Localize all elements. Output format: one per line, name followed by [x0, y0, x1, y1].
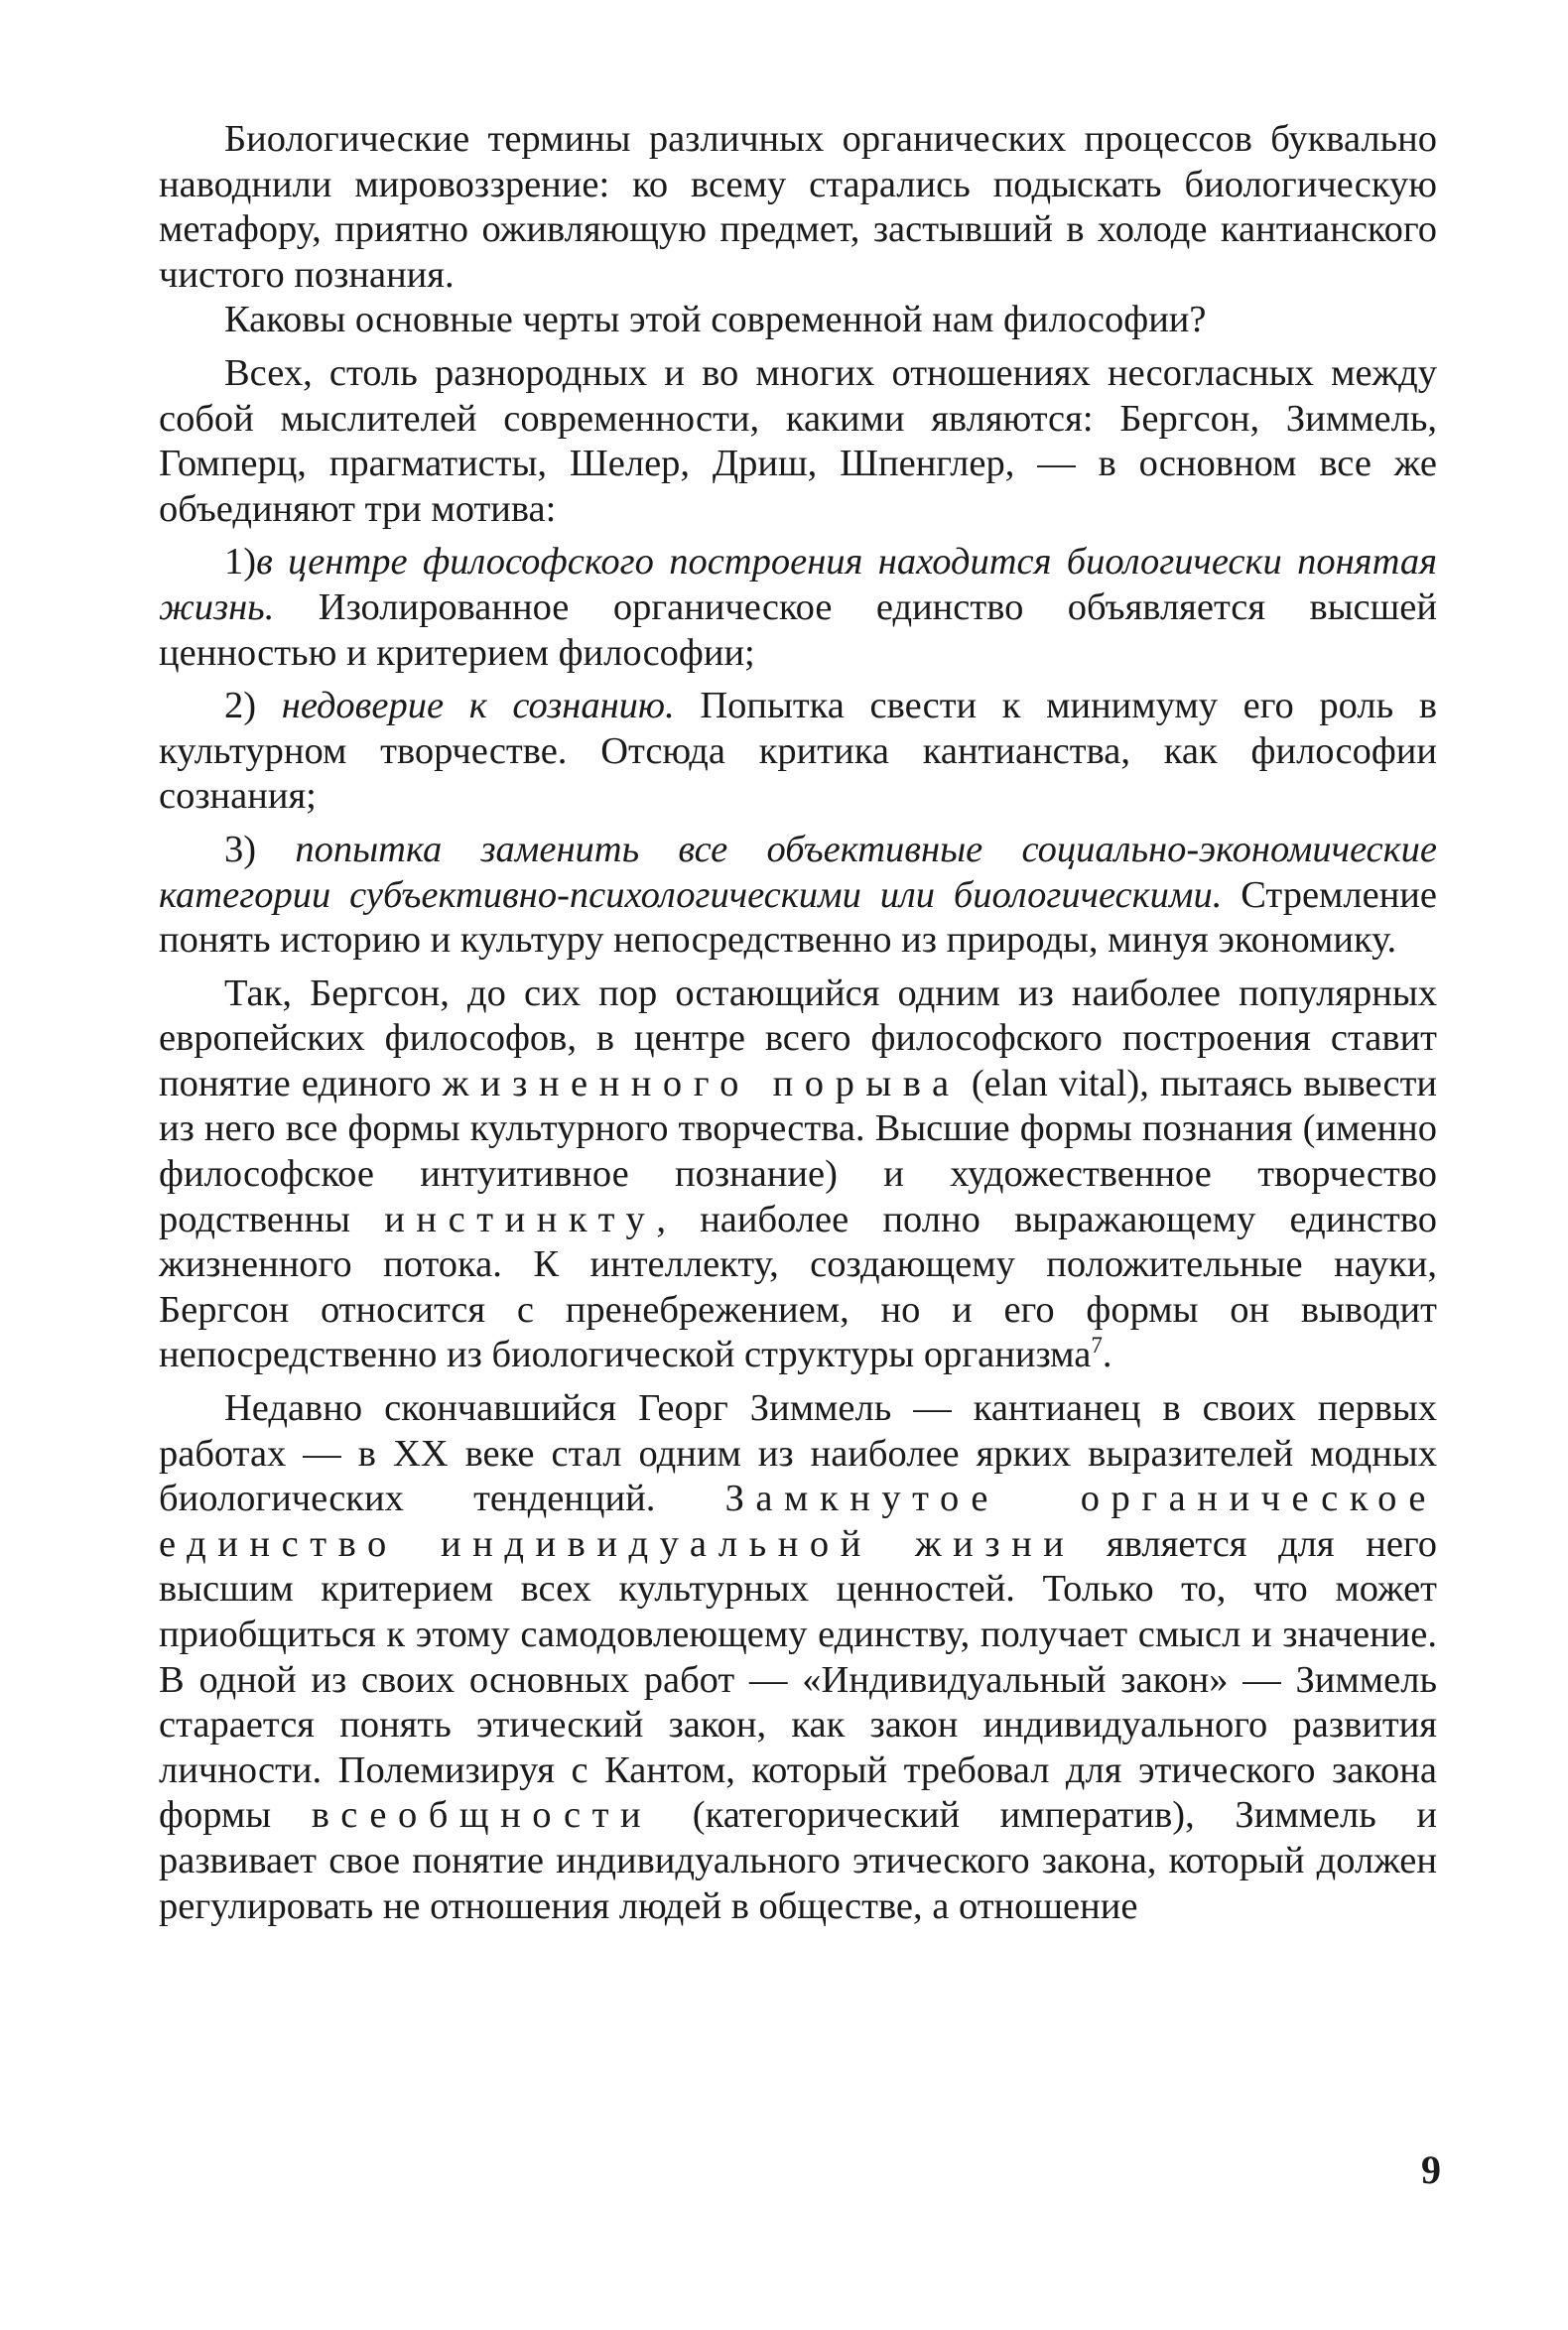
list-item-3: [159, 828, 1437, 964]
text-run: является для него высшим критерием всех культурных ценностей. Только то, что может приобщиться к этому самодовлеющему единству, получает смысл и значение. В одной из своих основных работ — «Индивидуальный закон» — Зиммель старается понять этический закон, как закон индивидуального развития личности. Полемизируя с Кантом, который требовал для этического закона формы: [159, 1522, 1437, 1837]
spaced-emphasis: инстинкту: [384, 1198, 657, 1240]
list-number: 1): [224, 541, 257, 583]
footnote-marker: 7: [1091, 1332, 1103, 1359]
paragraph-2: Каковы основные черты этой современной нам философии?: [224, 299, 1207, 341]
text-run: (категорический императив), Зиммель и развивает свое понятие индивидуального этического закона, который должен регулировать не отношения людей в обществе, а отношение: [159, 1794, 1437, 1927]
list-item-thesis: в центре философского построения находится биологически понятая жизнь.: [159, 541, 1437, 628]
list-item-text: Попытка свести к минимуму его роль в культурном творчестве. Отсюда критика кантианства, как философии сознания;: [159, 685, 1438, 818]
list-number: 3): [224, 828, 296, 870]
text-run: Недавно скончавшийся Георг Зиммель — кантианец в своих первых работах — в XX веке стал одним из наиболее ярких выразителей модных биологических тенденций.: [159, 1387, 1437, 1520]
spaced-emphasis: Замкнутое органическое единство индивидуальной жизни: [159, 1478, 1437, 1565]
text-run: (elan vital), пытаясь вывести из него все формы культурного творчества. Высшие формы познания (именно философское интуитивное познание) и художественное творчество родственны: [159, 1062, 1437, 1240]
text-run: , наиболее полно выражающему единство жизненного потока. К интеллекту, создающему положительные науки, Бергсон относится с пренебрежением, но и его формы он выводит непосредственно из биологической структуры организма: [159, 1198, 1437, 1376]
paragraph-1: Биологические термины различных органических процессов буквально наводнили мировоззрение: ко всему старались подыскать биологическую метафору, приятно оживляющую предмет, застывший в холоде кантианского чистого познания.: [159, 118, 1437, 296]
main-text: [159, 117, 1437, 1929]
text-run: Так, Бергсон, до сих пор остающийся одним из наиболее популярных европейских философов, в центре всего философского построения ставит понятие единого: [159, 971, 1437, 1104]
list-number: 2): [224, 685, 282, 727]
paragraph-simmel: [159, 1386, 1437, 1929]
list-item-1: [159, 540, 1437, 676]
list-item-text: Стремление понять историю и культуру непосредственно из природы, минуя экономику.: [159, 873, 1438, 962]
page-number: 9: [1421, 2147, 1441, 2192]
list-item-text: Изолированное органическое единство объявляется высшей ценностью и критерием философии;: [159, 585, 1437, 674]
text-run: .: [1102, 1334, 1112, 1376]
paragraph-bergson: [159, 971, 1437, 1378]
spaced-emphasis: жизненного порыва: [442, 1062, 961, 1104]
list-item-thesis: попытка заменить все объективные социально-экономические категории субъективно-психологическими или биологическими.: [159, 828, 1437, 916]
list-item-thesis: недоверие к сознанию.: [281, 685, 675, 727]
list-item-2: [159, 684, 1437, 820]
spaced-emphasis: всеобщности: [311, 1794, 653, 1837]
paragraph-3: Всех, столь разнородных и во многих отношениях несогласных между собой мыслителей современности, какими являются: Бергсон, Зиммель, Гомперц, прагматисты, Шелер, Дриш, Шпенглер, — в основном все же объединяют три мотива:: [159, 351, 1437, 530]
